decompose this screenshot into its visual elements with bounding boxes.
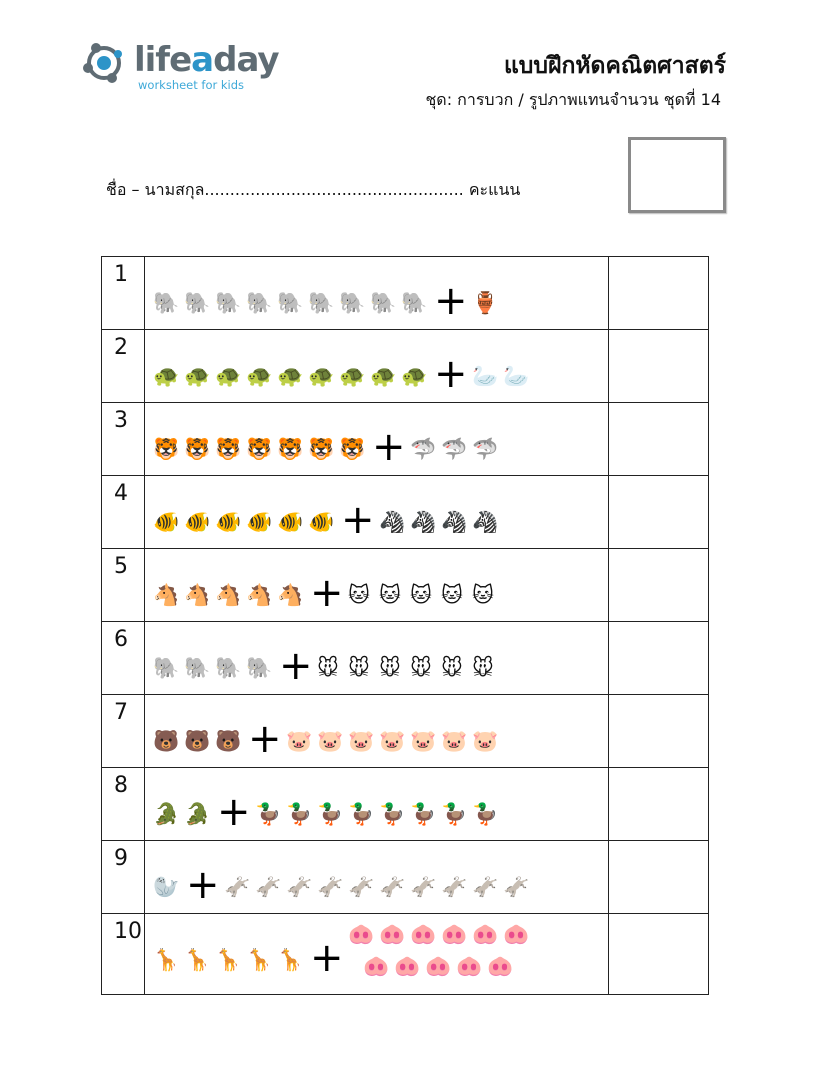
donkey-icon: 🫏 <box>503 875 530 899</box>
answer-cell[interactable] <box>609 403 709 476</box>
problem-number-cell <box>102 914 145 995</box>
problem-number-cell <box>102 330 145 403</box>
mouse-icon: 🐭 <box>317 656 339 680</box>
problem-number: 2 <box>114 335 128 360</box>
pig-icon: 🐷 <box>410 729 437 753</box>
plus-sign: + <box>248 716 282 762</box>
elephant-icon: 🐘 <box>184 656 211 680</box>
answer-cell[interactable] <box>609 330 709 403</box>
problem-number: 4 <box>114 481 128 506</box>
elephant-icon: 🐘 <box>339 291 366 315</box>
problem-row <box>102 695 709 768</box>
problem-number: 7 <box>114 700 128 725</box>
donkey-icon: 🐴 <box>184 583 211 607</box>
pig-icon: 🐷 <box>379 729 406 753</box>
problem-number: 8 <box>114 773 128 798</box>
problem-number: 5 <box>114 554 128 579</box>
elephant-icon: 🐘 <box>370 291 397 315</box>
pink-pig-icon: 🐽 <box>503 922 530 946</box>
plus-sign: + <box>186 862 220 908</box>
answer-cell[interactable] <box>609 257 709 330</box>
elephant-icon: 🐘 <box>308 291 335 315</box>
mouse-icon: 🐭 <box>410 656 432 680</box>
duck-icon: 🦆 <box>286 802 313 826</box>
logo-molecule-icon <box>82 38 132 88</box>
donkey-icon: 🫏 <box>224 875 251 899</box>
goldfish-icon: 🐠 <box>153 510 180 534</box>
elephant-icon: 🐘 <box>215 656 242 680</box>
problem-number-cell <box>102 622 145 695</box>
mouse-icon: 🐭 <box>472 656 494 680</box>
lucky-cat-icon: 🐱 <box>410 583 432 607</box>
problem-number-cell <box>102 841 145 914</box>
duck-icon: 🦆 <box>255 802 282 826</box>
donkey-icon: 🐴 <box>246 583 273 607</box>
turtle-icon: 🐢 <box>215 364 242 388</box>
pink-pig-icon: 🐽 <box>472 922 499 946</box>
pig-icon: 🐷 <box>348 729 375 753</box>
tiger-icon: 🐯 <box>246 437 273 461</box>
zebra-icon: 🦓 <box>410 510 437 534</box>
turtle-icon: 🐢 <box>153 364 180 388</box>
goldfish-icon: 🐠 <box>246 510 273 534</box>
donkey-icon: 🐴 <box>277 583 304 607</box>
donkey-icon: 🐴 <box>215 583 242 607</box>
donkey-icon: 🫏 <box>472 875 499 899</box>
shark-icon: 🦈 <box>472 437 499 461</box>
problem-row <box>102 476 709 549</box>
pink-pig-icon: 🐽 <box>348 922 375 946</box>
problem-number-cell <box>102 768 145 841</box>
bear-icon: 🐻 <box>184 729 211 753</box>
score-box[interactable] <box>628 137 726 213</box>
duck-icon: 🦆 <box>410 802 437 826</box>
duck-icon: 🦆 <box>441 802 468 826</box>
problem-number: 1 <box>114 262 128 287</box>
problem-row <box>102 330 709 403</box>
plus-sign: + <box>341 497 375 543</box>
lucky-cat-icon: 🐱 <box>441 583 463 607</box>
giraffe-icon: 🦒 <box>153 948 180 972</box>
tiger-icon: 🐯 <box>308 437 335 461</box>
elephant-icon: 🐘 <box>153 656 180 680</box>
donkey-icon: 🐴 <box>153 583 180 607</box>
elephant-icon: 🐘 <box>401 291 428 315</box>
problem-pictures <box>145 914 609 995</box>
plus-sign: + <box>372 424 406 470</box>
mouse-icon: 🐭 <box>348 656 370 680</box>
problem-pictures <box>145 330 609 403</box>
problem-number-cell <box>102 476 145 549</box>
problem-number-cell <box>102 695 145 768</box>
turtle-icon: 🐢 <box>401 364 428 388</box>
turtle-icon: 🐢 <box>246 364 273 388</box>
goose-icon: 🦢 <box>472 364 499 388</box>
answer-cell[interactable] <box>609 622 709 695</box>
problem-row <box>102 841 709 914</box>
zebra-icon: 🦓 <box>379 510 406 534</box>
donkey-icon: 🫏 <box>286 875 313 899</box>
problem-row <box>102 622 709 695</box>
tiger-icon: 🐯 <box>339 437 366 461</box>
elephant-icon: 🐘 <box>215 291 242 315</box>
pig-icon: 🐷 <box>441 729 468 753</box>
student-name-line: ชื่อ – นามสกุล................................................... คะแนน <box>106 180 521 199</box>
bear-icon: 🐻 <box>215 729 242 753</box>
pink-pig-icon: 🐽 <box>410 922 437 946</box>
pink-pig-icon: 🐽 <box>456 954 483 978</box>
plus-sign: + <box>434 278 468 324</box>
problem-pictures <box>145 841 609 914</box>
answer-cell[interactable] <box>609 914 709 995</box>
pig-icon: 🐷 <box>317 729 344 753</box>
answer-cell[interactable] <box>609 841 709 914</box>
problem-row <box>102 403 709 476</box>
shark-icon: 🦈 <box>410 437 437 461</box>
tiger-icon: 🐯 <box>277 437 304 461</box>
problem-row <box>102 768 709 841</box>
zebra-icon: 🦓 <box>441 510 468 534</box>
duck-icon: 🦆 <box>348 802 375 826</box>
pig-icon: 🐷 <box>286 729 313 753</box>
turtle-icon: 🐢 <box>184 364 211 388</box>
answer-cell[interactable] <box>609 695 709 768</box>
goldfish-icon: 🐠 <box>277 510 304 534</box>
elephant-icon: 🐘 <box>246 656 273 680</box>
plus-sign: + <box>434 351 468 397</box>
logo-tagline: worksheet for kids <box>138 78 245 92</box>
donkey-icon: 🫏 <box>348 875 375 899</box>
donkey-icon: 🫏 <box>379 875 406 899</box>
duck-icon: 🦆 <box>379 802 406 826</box>
pink-pig-icon: 🐽 <box>363 954 390 978</box>
plus-sign: + <box>310 570 344 616</box>
problem-row <box>102 257 709 330</box>
tiger-icon: 🐯 <box>153 437 180 461</box>
elephant-icon: 🐘 <box>277 291 304 315</box>
plus-sign: + <box>310 935 344 981</box>
answer-cell[interactable] <box>609 476 709 549</box>
problems-table <box>101 256 709 995</box>
lifeaday-logo <box>82 38 279 98</box>
answer-cell[interactable] <box>609 768 709 841</box>
crocodile-icon: 🐊 <box>184 802 211 826</box>
elephant-icon: 🐘 <box>246 291 273 315</box>
tiger-icon: 🐯 <box>184 437 211 461</box>
zebra-icon: 🦓 <box>472 510 499 534</box>
pink-pig-icon: 🐽 <box>379 922 406 946</box>
problem-pictures <box>145 622 609 695</box>
problem-pictures <box>145 476 609 549</box>
pig-icon: 🐷 <box>472 729 499 753</box>
problem-pictures <box>145 403 609 476</box>
goldfish-icon: 🐠 <box>184 510 211 534</box>
pink-pig-icon: 🐽 <box>441 922 468 946</box>
turtle-icon: 🐢 <box>370 364 397 388</box>
worksheet-title: แบบฝึกหัดคณิตศาสตร์ <box>503 53 726 79</box>
teapot-icon: 🏺 <box>472 291 499 315</box>
pink-pig-icon: 🐽 <box>425 954 452 978</box>
turtle-icon: 🐢 <box>339 364 366 388</box>
plus-sign: + <box>217 789 251 835</box>
mouse-icon: 🐭 <box>379 656 401 680</box>
goldfish-icon: 🐠 <box>215 510 242 534</box>
problem-number: 3 <box>114 408 128 433</box>
problem-number: 6 <box>114 627 128 652</box>
answer-cell[interactable] <box>609 549 709 622</box>
problem-number-cell <box>102 549 145 622</box>
crocodile-icon: 🐊 <box>153 802 180 826</box>
giraffe-icon: 🦒 <box>215 948 242 972</box>
problem-row <box>102 914 709 995</box>
problem-pictures <box>145 549 609 622</box>
turtle-icon: 🐢 <box>277 364 304 388</box>
donkey-icon: 🫏 <box>317 875 344 899</box>
shark-icon: 🦈 <box>441 437 468 461</box>
problem-pictures <box>145 257 609 330</box>
elephant-icon: 🐘 <box>184 291 211 315</box>
pink-pig-icon: 🐽 <box>487 954 514 978</box>
donkey-icon: 🫏 <box>255 875 282 899</box>
problem-number: 10 <box>114 919 142 944</box>
walrus-icon: 🦭 <box>153 875 180 899</box>
problem-row <box>102 549 709 622</box>
goose-icon: 🦢 <box>503 364 530 388</box>
logo-text: lifeaday <box>134 40 279 80</box>
duck-icon: 🦆 <box>317 802 344 826</box>
turtle-icon: 🐢 <box>308 364 335 388</box>
problem-pictures <box>145 768 609 841</box>
duck-icon: 🦆 <box>472 802 499 826</box>
giraffe-icon: 🦒 <box>184 948 211 972</box>
lucky-cat-icon: 🐱 <box>348 583 370 607</box>
bear-icon: 🐻 <box>153 729 180 753</box>
problem-number-cell <box>102 403 145 476</box>
tiger-icon: 🐯 <box>215 437 242 461</box>
problem-pictures <box>145 695 609 768</box>
worksheet-subtitle: ชุด: การบวก / รูปภาพแทนจำนวน ชุดที่ 14 <box>425 90 721 109</box>
goldfish-icon: 🐠 <box>308 510 335 534</box>
mouse-icon: 🐭 <box>441 656 463 680</box>
problem-number-cell <box>102 257 145 330</box>
lucky-cat-icon: 🐱 <box>379 583 401 607</box>
lucky-cat-icon: 🐱 <box>472 583 494 607</box>
donkey-icon: 🫏 <box>441 875 468 899</box>
elephant-icon: 🐘 <box>153 291 180 315</box>
problem-number: 9 <box>114 846 128 871</box>
giraffe-icon: 🦒 <box>277 948 304 972</box>
donkey-icon: 🫏 <box>410 875 437 899</box>
pink-pig-icon: 🐽 <box>394 954 421 978</box>
plus-sign: + <box>279 643 313 689</box>
giraffe-icon: 🦒 <box>246 948 273 972</box>
